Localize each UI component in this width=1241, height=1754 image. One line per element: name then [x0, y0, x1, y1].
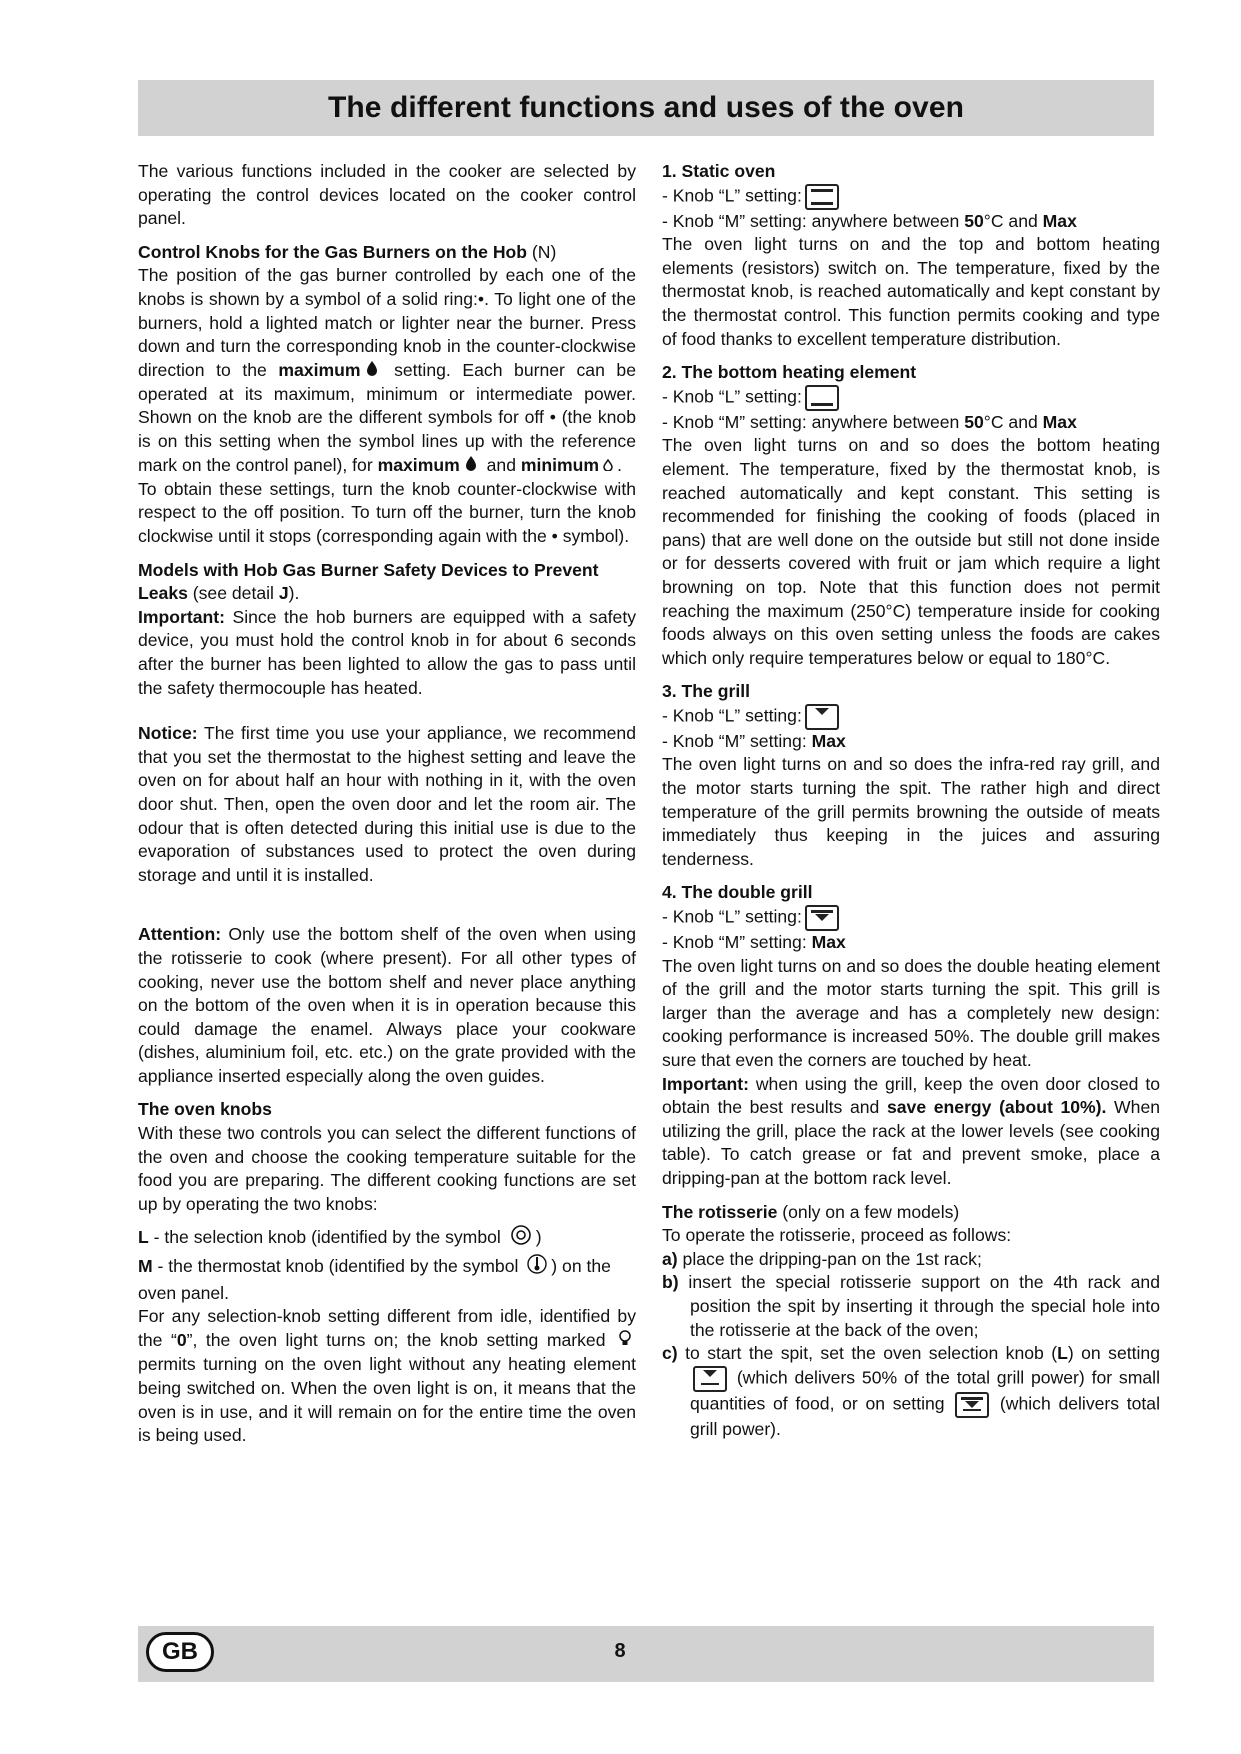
static-oven-text: The oven light turns on and the top and bottom heating elements (resistors) switch on. The temperature, fixed by the thermostat knob, is reached automatically and kept constant by the thermostat control. This function permits cooking and type of food thanks to excellent temperature distribution. — [662, 234, 1160, 349]
flame-max-icon — [464, 454, 478, 478]
left-column — [138, 160, 636, 1448]
grill-knob-m: - Knob “M” setting: Max — [662, 730, 846, 751]
oven-knobs-paragraph: With these two controls you can select the different functions of the oven and choose the cooking temperature suitable for the food you are preparing. The different cooking functions are set up by operating the two knobs: — [138, 1123, 636, 1214]
double-grill-icon — [805, 905, 839, 931]
rotisserie-intro: To operate the rotisserie, proceed as follows: — [662, 1225, 1012, 1246]
knob-m-line: M - the thermostat knob (identified by the symbol ) on the oven panel. — [138, 1253, 636, 1305]
flame-min-icon — [603, 454, 613, 478]
double-grill-knob-l: - Knob “L” setting: — [662, 905, 1160, 931]
page-number: 8 — [614, 1640, 626, 1662]
top-bottom-heat-icon — [805, 184, 839, 210]
double-grill-spit-icon — [955, 1392, 989, 1418]
rotisserie-step-a: a) place the dripping-pan on the 1st rack; — [662, 1248, 982, 1269]
attention-paragraph: Attention: Only use the bottom shelf of the oven when using the rotisserie to cook (where present). For all other types of cooking, never use the bottom shelf and never place anything on the bottom of the oven when it is in operation because this could damage the enamel. Always place your cookware (dishes, aluminium foil, etc. etc.) on the grate provided with the appliance inserted especially along the oven guides. — [138, 924, 636, 1086]
static-knob-m: - Knob “M” setting: anywhere between 50°C and Max — [662, 210, 1077, 231]
intro-paragraph: The various functions included in the cooker are selected by operating the control devices located on the cooker control panel. — [138, 161, 636, 229]
safety-heading: Models with Hob Gas Burner Safety Devices to Prevent Leaks (see detail J). — [138, 559, 599, 604]
bottom-knob-l: - Knob “L” setting: — [662, 385, 1160, 411]
bottom-knob-m: - Knob “M” setting: anywhere between 50°C and Max — [662, 411, 1077, 432]
rotisserie-step-c: c) to start the spit, set the oven selection knob (L) on setting (which delivers 50% of the total grill power) for small quantities of food, or on setting (which delivers total grill power). — [662, 1343, 1161, 1439]
safety-paragraph: Important: Since the hob burners are equipped with a safety device, you must hold the control knob in for about 6 seconds after the burner has been lighted to allow the gas to pass until the safety thermocouple has heated. — [138, 606, 636, 698]
grill-important: Important: when using the grill, keep the oven door closed to obtain the best results and save energy (about 10%). When utilizing the grill, place the rack at the lower levels (see cooking table). To catch grease or fat and prevent smoke, place a dripping-pan at the bottom rack level. — [662, 1073, 1161, 1188]
grill-spit-icon — [693, 1366, 727, 1392]
selection-paragraph: For any selection-knob setting different from idle, identified by the “0”, the oven light turns on; the knob setting marked permits turning on the oven light without any heating element being switched on. When the oven light is on, it means that the oven is in use, and it will remain on for the entire time the oven is being used. — [138, 1306, 636, 1446]
static-oven-heading: 1. Static oven — [662, 161, 776, 181]
right-column — [662, 160, 1160, 1441]
gas-knobs-heading: Control Knobs for the Gas Burners on the Hob (N) — [138, 241, 557, 262]
double-grill-knob-m: - Knob “M” setting: Max — [662, 932, 846, 953]
bottom-heat-text: The oven light turns on and so does the bottom heating element. The temperature, fixed by the thermostat knob, is reached automatically and kept constant. This setting is recommended for finishing the cooking of foods (placed in pans) that are well done on the outside but still not done inside or for desserts covered with fruit or jam which require a light browning on top. Note that this function does not permit reaching the maximum (250°C) temperature inside for cooking foods always on this oven setting unless the foods are cakes which only require temperatures below or equal to 180°C. — [662, 435, 1160, 668]
bottom-heat-icon — [805, 385, 839, 411]
static-knob-l: - Knob “L” setting: — [662, 184, 1160, 210]
oven-knobs-heading: The oven knobs — [138, 1099, 272, 1120]
double-grill-text: The oven light turns on and so does the double heating element of the grill and the motor starts turning the spit. This grill is larger than the average and has a completely new design: cooking performance is increased 50%. The double grill makes sure that even the corners are touched by heat. — [662, 955, 1160, 1070]
grill-heading: 3. The grill — [662, 681, 750, 702]
gas-knobs-paragraph-2: To obtain these settings, turn the knob counter-clockwise with respect to the off position. To turn off the burner, turn the knob clockwise until it stops (corresponding again with the • symbol). — [138, 478, 636, 546]
thermometer-icon — [527, 1253, 547, 1282]
selection-knob-icon — [510, 1224, 532, 1253]
notice-paragraph: Notice: The first time you use your appliance, we recommend that you set the thermostat to the highest setting and leave the oven on for about half an hour with nothing in it, with the oven door shut. Then, open the oven door and let the room air. The odour that is often detected during this initial use is due to the evaporation of substances used to protect the oven during storage and until it is installed. — [138, 723, 636, 885]
grill-icon — [805, 704, 839, 730]
footer-bar — [138, 1626, 1154, 1682]
language-badge: GB — [146, 1632, 214, 1672]
knob-l-line: L - the selection knob (identified by the symbol ) — [138, 1224, 636, 1253]
gas-knobs-paragraph: The position of the gas burner controlled by each one of the knobs is shown by a symbol of a solid ring:•. To light one of the burners, hold a lighted match or lighter near the burner. Press down and turn the corresponding knob in the counter-clockwise direction to the maximum setting. Each burner can be operated at its maximum, minimum or intermediate power. Shown on the knob are the different symbols for off • (the knob is on this setting when the symbol lines up with the reference mark on the control panel), for maximum and minimum . — [138, 264, 636, 477]
double-grill-heading: 4. The double grill — [662, 882, 813, 903]
bottom-heat-heading: 2. The bottom heating element — [662, 362, 917, 383]
grill-knob-l: - Knob “L” setting: — [662, 704, 1160, 730]
light-bulb-icon — [618, 1329, 632, 1354]
title-bar — [138, 80, 1154, 136]
rotisserie-step-b: b) insert the special rotisserie support on the 4th rack and position the spit by inserting it through the special hole into the rotisserie at the back of the oven; — [662, 1272, 1160, 1340]
flame-max-icon — [365, 359, 379, 383]
page-title: The different functions and uses of the oven — [327, 91, 965, 124]
rotisserie-heading: The rotisserie (only on a few models) — [662, 1201, 960, 1222]
grill-text: The oven light turns on and so does the infra-red ray grill, and the motor starts turning the spit. The rather high and direct temperature of the grill permits browning the outside of meats immediately thus keeping in the juices and assuring tenderness. — [662, 754, 1160, 869]
